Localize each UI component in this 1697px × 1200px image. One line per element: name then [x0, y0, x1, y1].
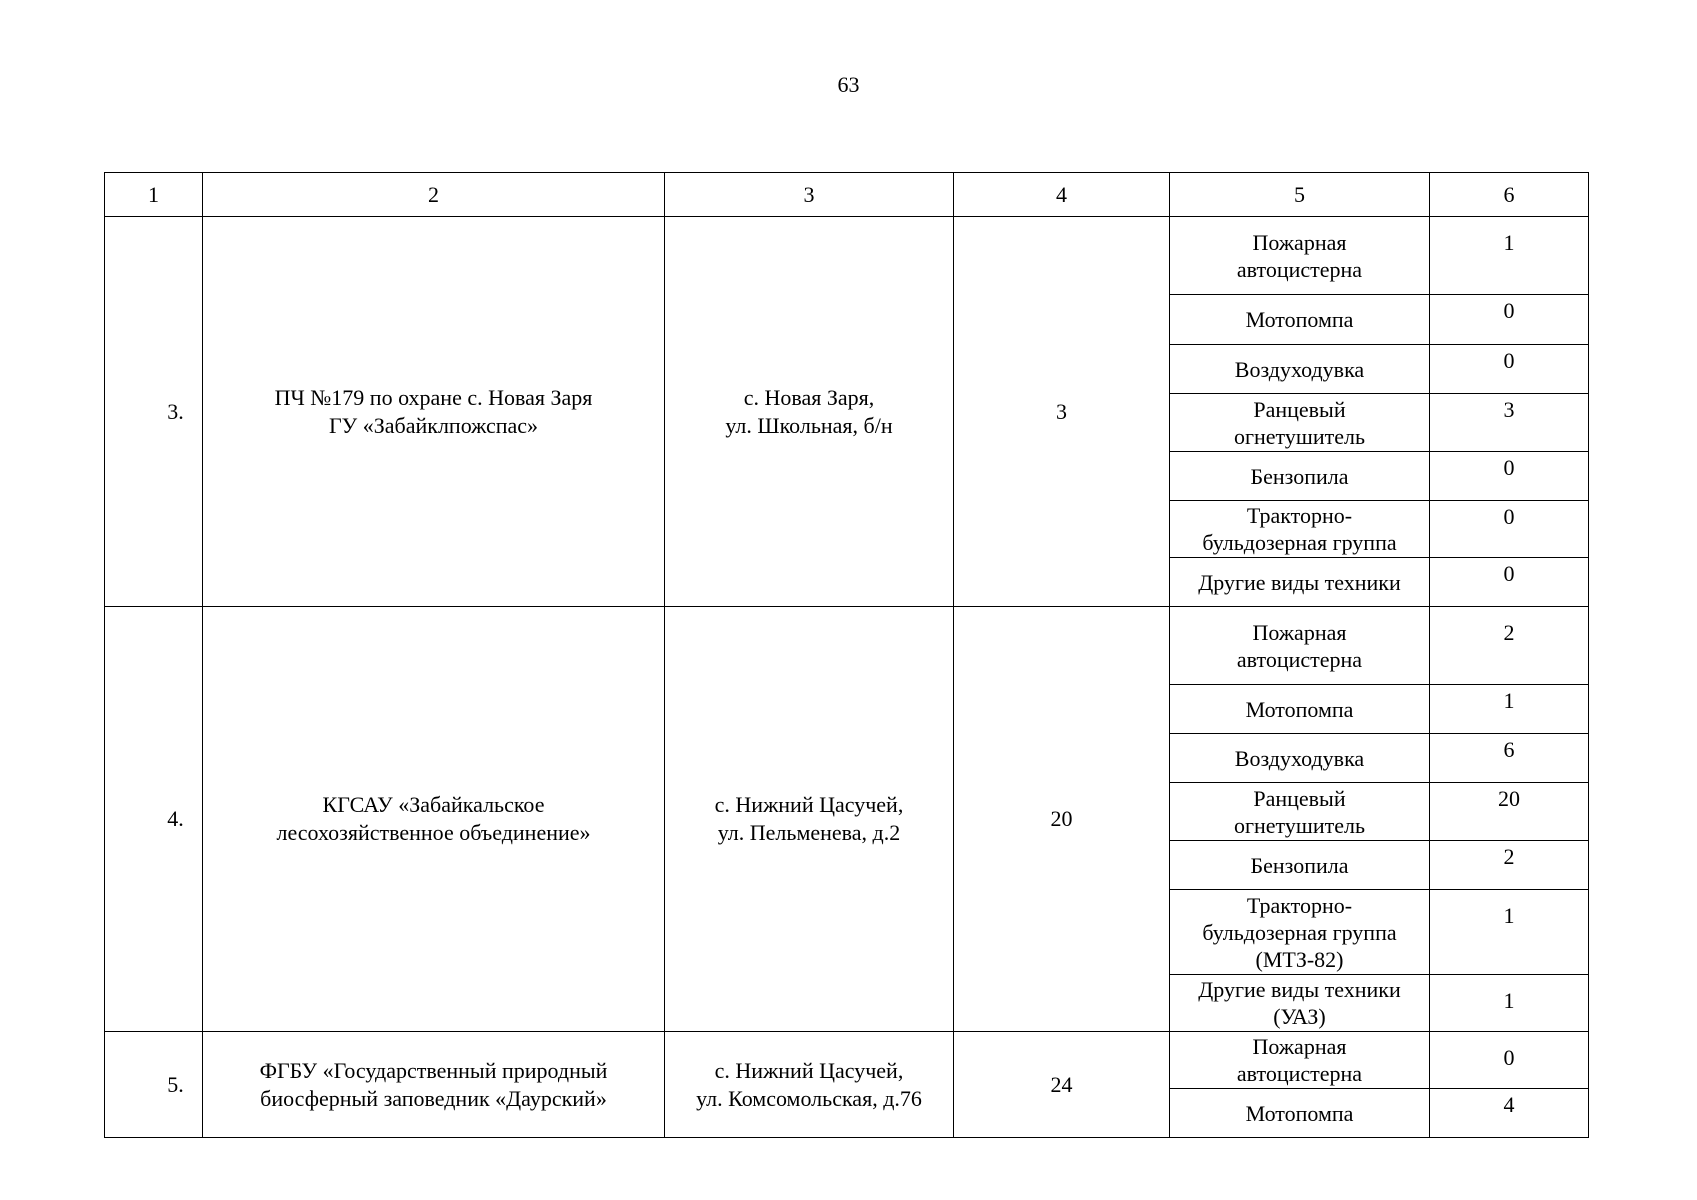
personnel-count-cell: 20 [954, 607, 1170, 1032]
equipment-name-cell: Воздуходувка [1170, 734, 1430, 783]
equipment-qty-cell: 3 [1430, 394, 1589, 452]
equipment-name-cell: Ранцевый огнетушитель [1170, 394, 1430, 452]
equipment-qty-cell: 0 [1430, 558, 1589, 607]
equipment-qty-cell: 0 [1430, 452, 1589, 501]
equipment-name-cell: Тракторно- бульдозерная группа [1170, 501, 1430, 558]
equipment-name-cell: Пожарная автоцистерна [1170, 217, 1430, 295]
organization-cell: ПЧ №179 по охране с. Новая Заря ГУ «Забайклпожспас» [203, 217, 665, 607]
address-cell: с. Новая Заря, ул. Школьная, б/н [665, 217, 954, 607]
equipment-qty-cell: 0 [1430, 501, 1589, 558]
equipment-name-cell: Мотопомпа [1170, 295, 1430, 345]
table-row [105, 607, 1589, 685]
equipment-qty-cell: 1 [1430, 975, 1589, 1032]
header-cell: 1 [105, 173, 203, 217]
row-number-cell: 4. [105, 607, 203, 1032]
equipment-qty-cell: 0 [1430, 345, 1589, 394]
header-cell: 2 [203, 173, 665, 217]
equipment-name-cell: Мотопомпа [1170, 685, 1430, 734]
equipment-name-cell: Пожарная автоцистерна [1170, 607, 1430, 685]
personnel-count-cell: 3 [954, 217, 1170, 607]
equipment-table [104, 172, 1589, 1138]
equipment-qty-cell: 2 [1430, 841, 1589, 890]
page-number: 63 [837, 72, 860, 97]
equipment-name-cell: Другие виды техники [1170, 558, 1430, 607]
row-number-cell: 3. [105, 217, 203, 607]
organization-cell: ФГБУ «Государственный природный биосферный заповедник «Даурский» [203, 1032, 665, 1138]
organization-cell: КГСАУ «Забайкальское лесохозяйственное объединение» [203, 607, 665, 1032]
equipment-qty-cell: 1 [1430, 217, 1589, 295]
header-cell: 3 [665, 173, 954, 217]
table-row [105, 1032, 1589, 1089]
row-number-cell: 5. [105, 1032, 203, 1138]
equipment-name-cell: Другие виды техники (УАЗ) [1170, 975, 1430, 1032]
personnel-count-cell: 24 [954, 1032, 1170, 1138]
equipment-qty-cell: 1 [1430, 685, 1589, 734]
equipment-name-cell: Тракторно- бульдозерная группа (МТЗ-82) [1170, 890, 1430, 975]
equipment-name-cell: Воздуходувка [1170, 345, 1430, 394]
equipment-name-cell: Ранцевый огнетушитель [1170, 783, 1430, 841]
header-cell: 5 [1170, 173, 1430, 217]
equipment-qty-cell: 4 [1430, 1089, 1589, 1138]
equipment-name-cell: Бензопила [1170, 841, 1430, 890]
equipment-name-cell: Бензопила [1170, 452, 1430, 501]
address-cell: с. Нижний Цасучей, ул. Комсомольская, д.76 [665, 1032, 954, 1138]
equipment-qty-cell: 0 [1430, 295, 1589, 345]
header-cell: 6 [1430, 173, 1589, 217]
header-cell: 4 [954, 173, 1170, 217]
address-cell: с. Нижний Цасучей, ул. Пельменева, д.2 [665, 607, 954, 1032]
equipment-qty-cell: 1 [1430, 890, 1589, 975]
equipment-qty-cell: 6 [1430, 734, 1589, 783]
equipment-name-cell: Пожарная автоцистерна [1170, 1032, 1430, 1089]
equipment-qty-cell: 0 [1430, 1032, 1589, 1089]
table-row [105, 217, 1589, 295]
equipment-qty-cell: 20 [1430, 783, 1589, 841]
equipment-qty-cell: 2 [1430, 607, 1589, 685]
table-header-row [105, 173, 1589, 217]
equipment-name-cell: Мотопомпа [1170, 1089, 1430, 1138]
